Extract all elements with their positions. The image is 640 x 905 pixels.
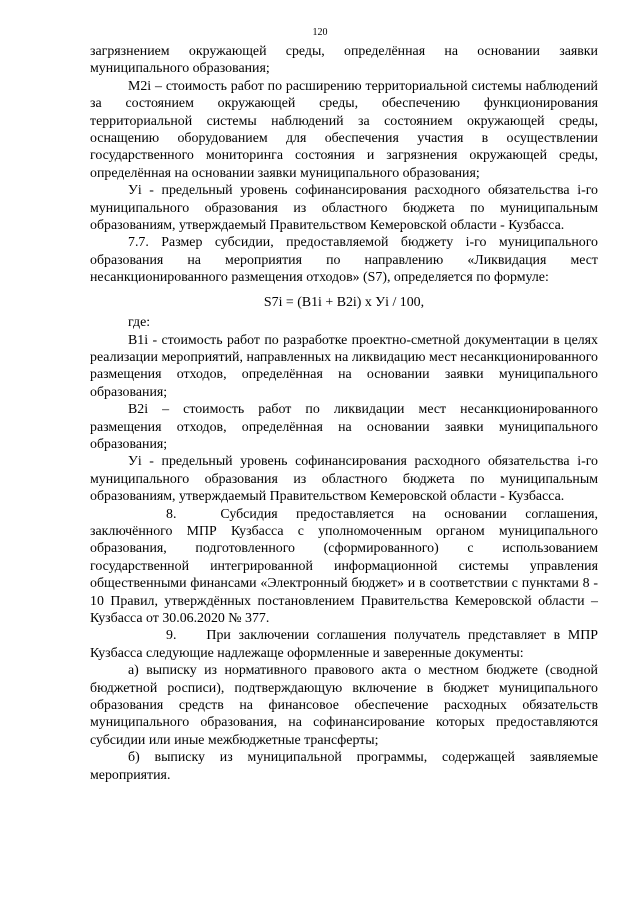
paragraph-9-text: При заключении соглашения получатель представляет в МПР Кузбасса следующие надлежаще оформленные и заверенные документы: bbox=[90, 628, 598, 661]
paragraph-where: где: bbox=[128, 315, 151, 331]
paragraph-8-text: Субсидия предоставляется на основании соглашения, заключённого МПР Кузбасса с уполномоченным органом муниципального образования, подготовленного (сформированного) с использованием государственной интегрированной информационной системы управления общественными финансами «Электронный бюджет» и в соответствии с пунктами 8 - 10 Правил, утверждённых постановлением Правительства Кемеровской области – Кузбасса от 30.06.2020 № 377. bbox=[90, 506, 598, 626]
paragraph-item-b: б) выписку из муниципальной программы, содержащей заявляемые мероприятия. bbox=[90, 750, 598, 783]
paragraph-yi-definition-2: Уi - предельный уровень софинансирования расходного обязательства i-го муниципального образования из областного бюджета по муниципальным образованиям, утверждаемый Правительством Кемеровской области - Кузбасса. bbox=[90, 454, 598, 505]
page-number: 120 bbox=[312, 27, 328, 38]
paragraph-7-7: 7.7. Размер субсидии, предоставляемой бюджету i-го муниципального образования на мероприятия по направлению «Ликвидация мест несанкционированного размещения отходов» (S7), определяется по формуле: bbox=[90, 235, 598, 286]
formula-s7i: S7i = (B1i + B2i) x Уi / 100, bbox=[263, 294, 425, 310]
paragraph-m2i-definition: M2i – стоимость работ по расширению территориальной системы наблюдений за состоянием окружающей среды, обеспечению функционирования территориальной системы наблюдений за состоянием окружающей среды, оснащению оборудованием для обеспечения участия в осуществлении государственного мониторинга состояния и загрязнения окружающей среды, определённая на основании заявки муниципального образования; bbox=[90, 78, 598, 181]
paragraph-9-number: 9. bbox=[166, 628, 177, 644]
paragraph-b2i-definition: B2i – стоимость работ по ликвидации мест несанкционированного размещения отходов, определённая на основании заявки муниципального образования; bbox=[90, 402, 598, 452]
document-body bbox=[90, 43, 598, 784]
paragraph-8 bbox=[90, 506, 598, 628]
paragraph-9 bbox=[90, 627, 598, 662]
paragraph-yi-definition: Уi - предельный уровень софинансирования расходного обязательства i-го муниципального образования из областного бюджета по муниципальным образованиям, утверждаемый Правительством Кемеровской области - Кузбасса. bbox=[90, 183, 598, 234]
paragraph-item-a: а) выписку из нормативного правового акта о местном бюджете (сводной бюджетной росписи), подтверждающую включение в бюджет муниципального образования средств на финансовое обеспечение расходных обязательств муниципального образования, на софинансирование которых предоставляются субсидии или иные межбюджетные трансферты; bbox=[90, 663, 598, 748]
paragraph-continuation: загрязнением окружающей среды, определённая на основании заявки муниципального образования; bbox=[90, 44, 598, 77]
paragraph-8-number: 8. bbox=[166, 506, 177, 522]
paragraph-b1i-definition: B1i - стоимость работ по разработке проектно-сметной документации в целях реализации мероприятий, направленных на ликвидацию мест несанкционированного размещения отходов, определённая на основании заявки муниципального образования; bbox=[90, 332, 598, 400]
